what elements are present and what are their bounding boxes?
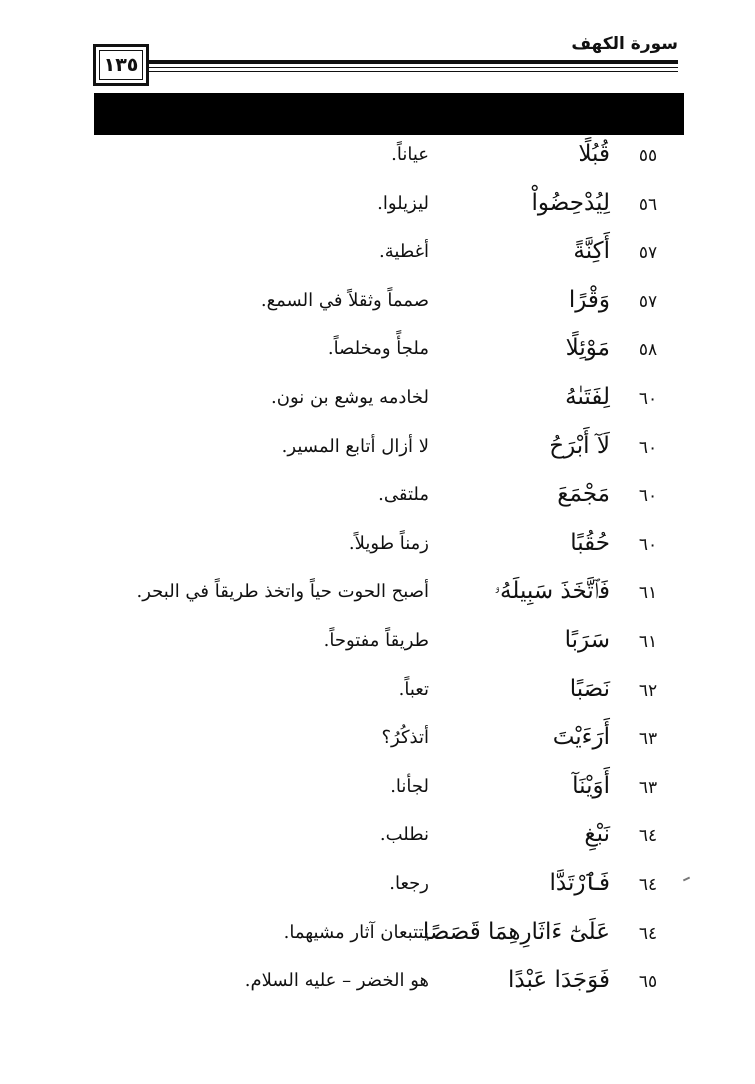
- word-meaning: يتتبعان آثار مشيهما.: [283, 921, 429, 943]
- glossary-row: [0, 235, 755, 284]
- glossary-row: [0, 916, 755, 965]
- ayah-number: ٦٠: [638, 388, 658, 409]
- glossary-row: [0, 721, 755, 770]
- quran-word: حُقُبًا: [570, 529, 610, 556]
- glossary-row: [0, 867, 755, 916]
- ayah-number: ٦٠: [638, 437, 658, 458]
- ayah-number: ٦٤: [638, 874, 658, 895]
- word-meaning: أتذكُرُ؟: [381, 727, 429, 749]
- glossary-row: [0, 624, 755, 673]
- ayah-number: ٦٣: [638, 729, 658, 750]
- glossary-row: [0, 187, 755, 236]
- ayah-number: ٥٦: [638, 194, 658, 215]
- glossary-row: [0, 673, 755, 722]
- word-meaning: زمناً طويلاً.: [348, 532, 429, 554]
- ayah-number: ٦٣: [638, 777, 658, 798]
- ayah-number: ٦٥: [638, 972, 658, 993]
- quran-word: أَوَيْنَآ: [572, 772, 610, 799]
- glossary-row: [0, 138, 755, 187]
- header-rule-thick: [149, 60, 678, 64]
- quran-word: عَلَىٰٓ ءَاثَارِهِمَا قَصَصًا: [422, 918, 610, 945]
- word-meaning: ليزيلوا.: [377, 192, 429, 214]
- word-meaning: ملتقى.: [378, 484, 429, 506]
- ayah-number: ٦٢: [638, 680, 658, 701]
- quran-word: نَبْغِ: [584, 821, 610, 848]
- ayah-number: ٦١: [638, 583, 658, 604]
- ayah-number: ٥٨: [638, 340, 658, 361]
- ayah-number: ٥٧: [638, 291, 658, 312]
- quran-word: سَرَبًا: [564, 626, 610, 653]
- quran-word: أَكِنَّةً: [573, 238, 610, 265]
- quran-word: مَوْئِلًا: [565, 335, 610, 362]
- glossary-row: [0, 478, 755, 527]
- surah-title: سورة الكهف: [571, 34, 678, 54]
- word-meaning: طريقاً مفتوحاً.: [323, 629, 429, 651]
- ayah-number: ٥٥: [638, 146, 658, 166]
- ayah-number: ٦٠: [638, 534, 658, 555]
- word-meaning: لا أزال أتابع المسير.: [281, 435, 429, 457]
- ayah-number: ٦١: [638, 631, 658, 652]
- quran-word: فَٱتَّخَذَ سَبِيلَهُۥ: [494, 578, 610, 605]
- glossary-row: [0, 381, 755, 430]
- glossary-row: [0, 770, 755, 819]
- glossary-list: [0, 138, 755, 1013]
- ayah-number: ٦٤: [638, 826, 658, 847]
- quran-word: أَرَءَيْتَ: [552, 724, 610, 751]
- quran-word: وَقْرًا: [568, 286, 610, 313]
- word-meaning: صمماً وثقلاً في السمع.: [260, 289, 429, 311]
- glossary-row: [0, 332, 755, 381]
- page-number: ١٣٥: [93, 44, 149, 86]
- word-meaning: تعباً.: [398, 678, 429, 700]
- ayah-number: ٦٤: [638, 923, 658, 944]
- word-meaning: لجأنا.: [390, 775, 429, 797]
- word-meaning: أصبح الحوت حياً واتخذ طريقاً في البحر.: [136, 581, 429, 603]
- quran-word: مَجْمَعَ: [557, 481, 610, 508]
- word-meaning: رجعا.: [389, 872, 429, 894]
- glossary-row: [0, 575, 755, 624]
- word-meaning: ملجأً ومخلصاً.: [327, 338, 429, 360]
- header-rule-thin: [149, 67, 678, 68]
- word-meaning: عياناً.: [391, 144, 429, 165]
- quran-word: فَٱرْتَدَّا: [549, 869, 610, 896]
- glossary-row: [0, 964, 755, 1013]
- glossary-row: [0, 527, 755, 576]
- quran-word: قُبُلًا: [578, 141, 610, 167]
- word-meaning: لخادمه يوشع بن نون.: [271, 386, 429, 408]
- quran-word: نَصَبًا: [569, 675, 610, 702]
- glossary-row: [0, 284, 755, 333]
- glossary-row: [0, 430, 755, 479]
- header-rule-thin: [149, 71, 678, 72]
- ayah-number: ٦٠: [638, 486, 658, 507]
- glossary-row: [0, 818, 755, 867]
- ayah-number: ٥٧: [638, 243, 658, 264]
- word-meaning: نطلب.: [379, 824, 429, 846]
- quran-word: لِيُدْحِضُواْ: [531, 189, 610, 216]
- header-band: [94, 93, 684, 135]
- word-meaning: أغطية.: [379, 241, 429, 263]
- quran-word: فَوَجَدَا عَبْدًا: [508, 967, 610, 994]
- quran-word: لَآ أَبْرَحُ: [549, 432, 610, 459]
- word-meaning: هو الخضر – عليه السلام.: [244, 970, 429, 992]
- quran-word: لِفَتَىٰهُ: [565, 383, 610, 410]
